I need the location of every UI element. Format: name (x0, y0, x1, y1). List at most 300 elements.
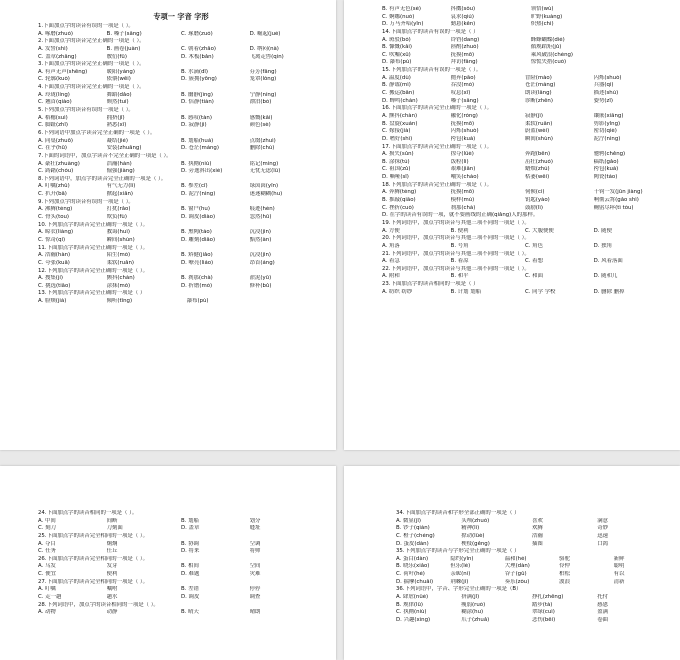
option-a: C. 惊奇(qí) (38, 236, 66, 243)
option-b: 刹那(chà) (450, 204, 476, 211)
option-c: 踏步(tà) (531, 601, 553, 608)
question-text: 3.下面加点字的读音完全正确的一项是（ ）。 (38, 61, 145, 68)
option-b: B. 计划 划船 (450, 288, 482, 295)
option-c: 温和(hé) (504, 555, 527, 562)
answer-options (38, 237, 324, 245)
option-a: D. 揣摩(chuǎi) (396, 578, 434, 585)
question-stem (396, 586, 668, 594)
option-a: C. 祖国(zǔ) (382, 166, 411, 173)
option-d: D. 独角 (593, 242, 612, 249)
question-text: 28.下列词语中，加点字的读音相同的一项是（ ）。 (38, 601, 159, 608)
answer-options (382, 113, 668, 121)
option-a: A. 着急 (382, 258, 400, 265)
option-d: 痕迹(hén) (249, 206, 275, 213)
answer-options (382, 159, 668, 167)
option-d: 镶嵌(xiāng) (593, 112, 624, 119)
option-b: 拥挤(jǐ) (106, 114, 125, 121)
option-e: 有以 (613, 571, 625, 578)
option-d: 骆驼 (559, 555, 570, 562)
option-c: 翠绿(cuì) (531, 609, 555, 616)
answer-options (382, 205, 668, 213)
option-a: C. 在乎(hū) (38, 145, 68, 152)
option-c: 谷子(gǔ) (504, 571, 527, 578)
option-b: 间断 (106, 517, 118, 524)
option-b: 梗枝(gěng) (461, 540, 490, 547)
answer-options (38, 161, 324, 169)
option-b: 挎包(kuà) (450, 135, 476, 142)
question-stem (38, 556, 324, 564)
option-a: B. 推敲(qiāo) (382, 197, 416, 204)
question-text: 1.下面加点字的读音有误的一项是（ ）。 (38, 23, 134, 29)
question-text: 13.下列加点字的读音完全正确的一项是（ ） (38, 290, 146, 297)
option-a: D. 蛋皮(dàn) (396, 540, 429, 547)
option-b: 浩瀚(hàn) (106, 160, 132, 167)
question-text: 5.下列加点字的读音有误的一项是（ ）。 (38, 107, 134, 114)
option-b: 嘱咐 (106, 586, 118, 593)
option-b: 精神(lì) (461, 525, 480, 532)
answer-options (382, 197, 668, 205)
option-d: 空间 (249, 563, 261, 570)
answer-options (38, 46, 324, 54)
option-a: D. 瀑布(pù) (382, 59, 412, 66)
answer-options (38, 183, 324, 191)
question-text: 34.下面加点字的读音和字形全部正确的一项是（ ） (396, 510, 520, 516)
answer-options (38, 548, 324, 556)
option-b: B. 号角 (450, 242, 469, 249)
option-b: 嘲笑(cháo) (450, 174, 479, 181)
option-a: A. 浩瀚(hàn) (38, 252, 71, 259)
option-a: C. 婀娜(nuó) (382, 13, 415, 20)
option-b: 模样(mú) (450, 197, 475, 204)
option-d: 绿茵茵(yīn) (249, 183, 279, 190)
option-c: B. 刹那(chà) (180, 275, 213, 282)
answer-options (382, 121, 668, 129)
option-a: B. 涂抹(tú) (382, 158, 410, 165)
question-text: 21.下列词语中，加点字的读音与其他三项不同的一项是（ ）。 (382, 250, 530, 257)
question-stem (38, 222, 324, 230)
document-page-3 (0, 466, 336, 660)
option-d: 柏松 (559, 571, 570, 578)
question-stem (396, 548, 668, 556)
option-c: B. 划船 (180, 517, 199, 524)
question-stem (38, 107, 324, 115)
option-b: 拜访(fǎng) (450, 59, 478, 66)
question-list (396, 510, 668, 625)
option-a: B. 盘旋(xuán) (382, 120, 418, 127)
option-b: 有气无力(lì) (106, 183, 136, 190)
option-d: D. 风着落面 (593, 258, 623, 265)
document-page-4 (344, 466, 680, 660)
option-d: 划分 (249, 517, 261, 524)
answer-options (382, 98, 668, 106)
option-a: B. 规律(lǜ) (396, 601, 424, 608)
option-d: 昂首(áng) (249, 259, 275, 266)
option-a: C. 挫折(cuò) (382, 204, 414, 211)
answer-options (38, 31, 324, 39)
option-c: D. 雕刻(diāo) (180, 236, 216, 243)
question-stem (382, 212, 668, 220)
answer-options (382, 14, 668, 22)
option-a: A. 发誓(shì) (38, 45, 68, 52)
option-a: A. 蛋白(dàn) (396, 555, 429, 562)
page-2-content (382, 6, 668, 296)
option-c: 冒险(mào) (524, 74, 552, 81)
option-a: D. 万马齐喑(yīn) (382, 21, 424, 28)
option-a: D. 兴趣(xìng) (396, 616, 431, 623)
option-c: 茁壮(zhuó) (524, 158, 553, 165)
option-d: 挎包(kuà) (593, 166, 619, 173)
question-list (38, 510, 324, 617)
answer-options (382, 228, 668, 236)
option-c: 旷野(kuàng) (530, 13, 563, 20)
option-d: D. 随便 (593, 227, 612, 234)
option-b: 打扰(rǎo) (106, 206, 131, 213)
question-text: 12.下列加点字的读音完全正确的一项是（ ）。 (38, 267, 149, 274)
option-d: 颜色(sè) (249, 122, 271, 129)
option-c: 惊慌失措(cuò) (530, 59, 567, 66)
option-a: C. 轮廓(kuò) (38, 76, 70, 83)
option-d: 感慨(kǎi) (249, 114, 273, 121)
option-c: 领悟(wù) (530, 6, 554, 12)
option-c: 蜡烛(zhú) (524, 166, 550, 173)
option-b: 颤抖(chàn) (106, 275, 135, 282)
option-a: C. 吹嘘(xū) (382, 51, 411, 58)
option-d: 修补(bǔ) (249, 282, 272, 289)
option-a: A. 玲珑(líng) (38, 91, 70, 98)
question-list (38, 23, 324, 306)
answer-options (382, 37, 668, 45)
option-b: 亲昵(nì) (450, 571, 471, 578)
option-b: 闪烁(shuò) (450, 128, 479, 135)
answer-options (38, 99, 324, 107)
option-d: D. 随和儿 (593, 273, 618, 280)
option-c: B. 晴天 (180, 609, 199, 616)
option-d: 盈满 (597, 609, 609, 616)
option-a: D. 蝉鸣(chán) (382, 97, 418, 104)
option-c: 柔软(ruǎn) (524, 120, 553, 127)
question-stem (382, 235, 668, 243)
option-b: 艰难(jiān) (450, 166, 476, 173)
option-a: A. 损失(sǔn) (382, 151, 414, 158)
option-d: 奇妙 (597, 525, 609, 532)
option-b: 掠夺(lüè) (450, 151, 474, 158)
page-1-content (38, 12, 324, 306)
option-a: A. 晾衣(liàng) (38, 229, 74, 236)
option-b: 瞬间(shùn) (106, 236, 135, 243)
question-text: 4.下面加点字的读音完全正确的一项是（ ）。 (38, 84, 145, 91)
option-d: 波浪 (559, 578, 570, 585)
option-b: 挤满(jǐ) (461, 594, 480, 601)
option-a: A. 动物 (38, 609, 56, 616)
option-a: B. 钞子(qián) (396, 525, 430, 532)
option-b: 抖擞(sǒu) (450, 6, 476, 12)
question-stem (382, 67, 668, 75)
option-c: D. 调皮(diào) (180, 214, 216, 221)
option-c: B. 窗户(hu) (180, 206, 210, 213)
option-d: 迅速 (597, 532, 609, 539)
answer-options (382, 273, 668, 281)
option-b: 叹息(xī) (450, 90, 471, 97)
question-text: 35.下列加点字的读音与字形完全正确的一项是（ ） (396, 548, 520, 555)
option-c: 浩瀚 (531, 532, 543, 539)
answer-options (38, 214, 324, 222)
option-a: C. 踌躇(chóu) (38, 168, 74, 175)
option-b: 铃铛(dang) (450, 36, 480, 43)
option-d: 灾难 (249, 571, 261, 578)
answer-options (382, 189, 668, 197)
option-d: 响彻云霄(gǎo shì) (593, 197, 639, 204)
option-d: 黯然(àn) (249, 236, 272, 243)
answer-options (382, 52, 668, 60)
option-c: B. 参差(cī) (180, 183, 208, 190)
option-d: 调查 (249, 594, 261, 601)
option-a: C. 执拗(niù) (396, 609, 427, 616)
answer-options (38, 298, 324, 306)
page-3-content (38, 510, 324, 617)
answer-options (38, 609, 324, 617)
option-b: 融化(róng) (450, 112, 478, 119)
question-text: 15.下列加点字的读音有误的一项是（ ）。 (382, 67, 482, 74)
answer-options (382, 21, 668, 29)
question-stem (382, 29, 668, 37)
option-c: D. 苍茫(máng) (180, 145, 219, 152)
option-c: D. 折磨(mó) (180, 282, 213, 289)
option-d: 沉浸(jìn) (249, 252, 272, 259)
question-stem (38, 130, 324, 138)
question-stem (382, 281, 668, 289)
option-b: 舞蹈(dǎo) (106, 91, 132, 98)
option-a: C. 脚趾(zhǐ) (38, 122, 68, 129)
option-a: A. 有声无声(shēng) (38, 68, 88, 75)
question-stem (38, 290, 324, 298)
option-b: 趟水 (106, 594, 118, 601)
option-c: B. 熏陶(táo) (180, 229, 212, 236)
option-b: 斟酌(zhuó) (450, 44, 479, 51)
option-a: A. 稻穗(suì) (38, 114, 68, 121)
option-c: 鼓励(lì) (524, 204, 543, 211)
option-b: 勤恳(kěn) (450, 21, 476, 28)
question-stem (396, 510, 668, 518)
question-text: 26.下面加点字的读音完全相同的一项是（ ）。 (38, 555, 149, 562)
option-e: 新鲜 (613, 555, 625, 562)
option-a: C. 挑选(tiāo) (38, 282, 71, 289)
option-a: A. 角落 (382, 242, 400, 249)
option-b: 掠动(lüè) (461, 532, 485, 539)
option-b: 欺负(fù) (106, 214, 127, 221)
question-stem (382, 266, 668, 274)
option-b: 嗓子(sǎng) (450, 97, 479, 104)
option-a: C. 便宜 (38, 571, 56, 578)
option-a: D. 嘶哑(sī) (382, 174, 409, 181)
option-b: 暖阳(yáng) (106, 68, 135, 75)
option-d: 淤泥(yū) (249, 275, 272, 282)
option-e: 聪明 (613, 563, 625, 570)
answer-options (38, 275, 324, 283)
answer-options (396, 533, 668, 541)
option-d: 空调 (249, 540, 261, 547)
option-d: 满意 (597, 517, 609, 524)
question-text: 11.下面加点字的读音完全正确的一项是（ ）。 (38, 244, 149, 251)
option-d: 笼罩(lǒng) (249, 76, 277, 83)
option-c: C. 琢磨(zuó) (180, 30, 213, 37)
question-stem (38, 268, 324, 276)
option-b: 依偎(wēi) (106, 76, 131, 83)
option-c: 蜂蜂蝴蝶(dié) (530, 36, 565, 43)
answer-options (396, 609, 668, 617)
question-stem (38, 510, 324, 518)
answer-options (38, 229, 324, 237)
option-c: B. 协调 (180, 540, 199, 547)
answer-options (396, 518, 668, 526)
option-d: 将帅 (249, 548, 261, 555)
question-text: D. 在字的读音有误的一项，就不要画线的正确(qiǎng)人的那样。 (382, 212, 539, 219)
option-a: C. 搬运(bān) (382, 90, 415, 97)
option-a: A. 温度(dù) (382, 74, 411, 81)
option-b: 倾听(tīng) (106, 298, 133, 305)
question-text: 17.下面加点字的读音完全正确的一项是（ ）。 (382, 143, 493, 150)
option-c: B. 执拗(niù) (180, 160, 212, 167)
answer-options (38, 122, 324, 130)
question-text: 36.下列词语中，字音、字形完全正确的一项是（B） (396, 586, 522, 593)
option-c: D. 难题 (180, 571, 200, 578)
option-c: 乘风破浪(chéng) (530, 51, 574, 58)
answer-options (396, 602, 668, 610)
option-b: B. 着凉 (450, 258, 469, 265)
option-d: 感恩 (597, 601, 609, 608)
option-a: B. 有声无色(sè) (382, 6, 422, 12)
option-c: 瀑布(pù) (186, 298, 209, 305)
answer-options (38, 69, 324, 77)
option-d: D. 删除 删掉 (593, 288, 625, 295)
option-b: 但乐(lè) (450, 563, 471, 570)
option-b: 头颅(zhuó) (461, 517, 490, 524)
question-stem (38, 533, 324, 541)
question-stem (382, 251, 668, 259)
option-a: D. 嗜好(shì) (382, 135, 413, 142)
question-list (382, 6, 668, 296)
question-stem (38, 153, 324, 161)
option-c: C. 同学 学校 (524, 288, 556, 295)
answer-options (38, 571, 324, 579)
option-d: 闪烁(shuò) (593, 74, 622, 81)
option-c: B. 感叹(tàn) (180, 114, 212, 121)
option-b: 荆棘(jí) (450, 578, 469, 585)
option-b: 刀刻面 (106, 525, 123, 532)
answer-options (382, 174, 668, 182)
option-b: 敷衍(fū) (106, 53, 127, 60)
option-d: 姿势(zī) (593, 97, 613, 104)
option-a: A. 搜集(jí) (38, 275, 64, 282)
option-c: D. 寂静(jì) (180, 122, 207, 129)
option-a: C. 扒开(bā) (38, 191, 67, 198)
option-d: 卷曲 (597, 616, 609, 623)
answer-options (396, 541, 668, 549)
option-c: D. 将来 (180, 548, 200, 555)
option-c: C. 大腹便便 (524, 227, 554, 234)
option-d: 芬芳(fāng) (249, 68, 277, 75)
option-c: D. 调皮 (180, 594, 200, 601)
option-d: 托付 (597, 594, 609, 601)
option-a: A. 肆虐(nüè) (396, 594, 429, 601)
document-page-1 (0, 0, 336, 450)
option-c: B. 水滴(dī) (180, 68, 209, 75)
question-text: 22.下列词语中，加点字的读音与其他三项不同的一项是（ ）。 (382, 265, 530, 272)
option-c: 奏乐(zòu) (504, 578, 530, 585)
question-text: 7.下面的词语中，加点字读音不完全正确的一项是（ ）。 (38, 152, 172, 159)
option-a: C. 橙子(chéng) (396, 532, 435, 539)
answer-options (382, 136, 668, 144)
option-a: C. 盖章(zhāng) (38, 53, 77, 60)
answer-options (382, 82, 668, 90)
document-page-2 (344, 0, 680, 450)
answer-options (382, 59, 668, 67)
answer-options (382, 243, 668, 251)
answer-options (38, 115, 324, 123)
question-text: 18.下列加点字的读音完全正确的一项是（ ）。 (382, 181, 493, 188)
answer-options (38, 145, 324, 153)
option-d: 点缀(zhuì) (249, 137, 276, 144)
option-b: 炯炯 (106, 540, 118, 547)
option-a: C. 夸张(kuā) (38, 259, 70, 266)
option-d: 伶仲 (559, 563, 570, 570)
question-stem (38, 602, 324, 610)
question-stem (382, 105, 668, 113)
option-a: A. 奔腾(téng) (382, 189, 417, 196)
answer-options (38, 525, 324, 533)
option-c: C. 着想 (524, 258, 543, 265)
option-c: D. 木板(bǎn) (180, 53, 214, 60)
option-b: 饭粒(lì) (450, 158, 469, 165)
option-c: 奔跑(bēn) (524, 151, 551, 158)
option-d: 铭记(míng) (249, 160, 279, 167)
answer-options (38, 206, 324, 214)
option-a: A. 颤抖(chàn) (382, 112, 418, 119)
option-b: 抛弃(pāo) (450, 74, 476, 81)
option-d: 稿纸(gǎo) (593, 158, 619, 165)
option-c: 诊断(zhěn) (524, 97, 553, 104)
answer-options (396, 594, 668, 602)
option-c: 寂静(jì) (524, 112, 543, 119)
option-b: 抚摸(mō) (450, 51, 475, 58)
option-b: 便利 (106, 571, 118, 578)
option-d: 迷迷糊糊(hu) (249, 191, 283, 198)
option-a: B. 静谧(mì) (382, 82, 411, 89)
option-c: C. 和面 (524, 273, 543, 280)
answer-options (396, 617, 668, 625)
option-b: 陌生(mò) (106, 252, 131, 259)
option-d: 剪影(yǐng) (593, 120, 621, 127)
option-b: 糊涂(hu) (461, 609, 484, 616)
question-stem (38, 245, 324, 253)
question-stem (382, 182, 668, 190)
option-d: 陶瓷(táo) (593, 174, 618, 181)
option-d: 鞠躬尽瘁(tì tòu) (593, 204, 634, 211)
answer-options (38, 138, 324, 146)
option-b: B. 画卷(juàn) (106, 45, 141, 52)
option-d: 兵器(qì) (593, 82, 614, 89)
option-d: 沉浸(jìn) (249, 229, 272, 236)
option-b: 发芽 (106, 563, 118, 570)
answer-options (38, 92, 324, 100)
page-4-content (396, 510, 668, 625)
option-c: 喜欢 (531, 517, 543, 524)
answer-options (396, 525, 668, 533)
answer-options (382, 44, 668, 52)
option-c: B. 矫健(jiǎo) (180, 252, 213, 259)
question-stem (38, 84, 324, 92)
option-d: 口渴 (597, 540, 609, 547)
option-b: 哀求(qiú) (450, 13, 474, 20)
